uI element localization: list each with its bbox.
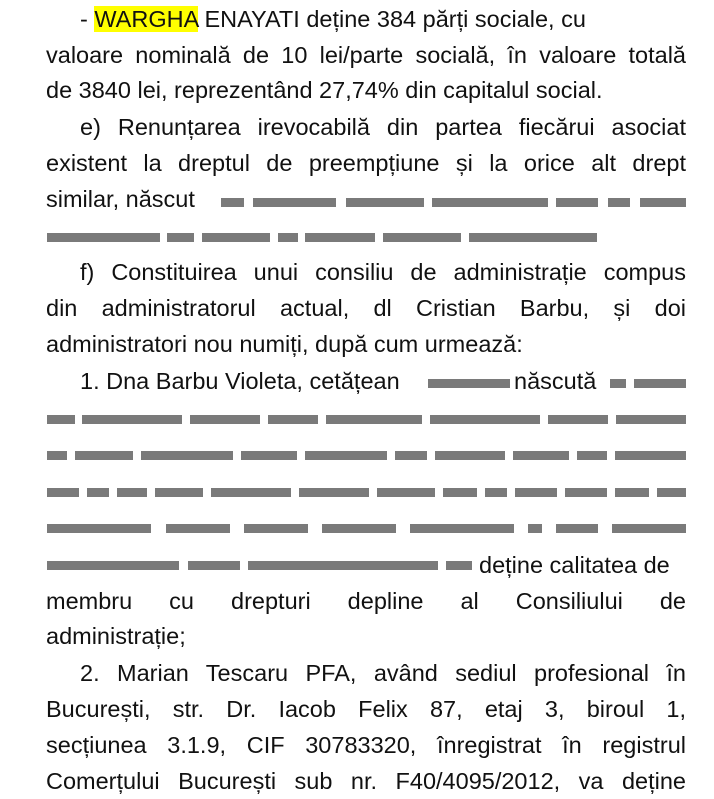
redaction-bar — [47, 561, 179, 570]
item-1-line-1 — [80, 364, 686, 398]
item-1-line-2: membru cu drepturi depline al Consiliului de — [46, 588, 686, 614]
item-1-text: 1. Dna Barbu Violeta, cetățean — [80, 368, 400, 394]
redaction-bar — [616, 415, 686, 424]
redaction-bar — [202, 233, 270, 242]
redaction-bar — [47, 488, 79, 497]
redaction-bar — [485, 488, 507, 497]
redaction-bar — [446, 561, 472, 570]
redaction-bar — [443, 488, 477, 497]
redaction-bar — [75, 451, 133, 460]
redaction-bar — [155, 488, 203, 497]
redaction-bar — [515, 488, 557, 497]
redaction-bar — [608, 198, 630, 207]
redaction-bar — [565, 488, 607, 497]
redaction-bar — [556, 524, 598, 533]
redaction-bar — [278, 233, 298, 242]
item-1-born-label: născută — [514, 368, 597, 394]
paragraph-f-line-1: f) Constituirea unui consiliu de administrație compus — [80, 259, 686, 285]
redaction-bar — [615, 488, 649, 497]
redaction-bar — [430, 415, 540, 424]
redaction-bar — [221, 198, 244, 207]
shareholder-text: ENAYATI deține 384 părți sociale, cu — [197, 6, 586, 32]
redaction-bar — [528, 524, 542, 533]
redaction-bar — [395, 451, 427, 460]
redaction-bar — [377, 488, 435, 497]
redaction-bar — [346, 198, 424, 207]
redaction-bar — [556, 198, 598, 207]
item-2-line-4: Comerțului București sub nr. F40/4095/2012, va deține — [46, 768, 686, 794]
item-2-line-3: secțiunea 3.1.9, CIF 30783320, înregistrat în registrul — [46, 732, 686, 758]
shareholder-line-3: de 3840 lei, reprezentând 27,74% din capitalul social. — [46, 77, 603, 103]
redaction-bar — [657, 488, 686, 497]
redaction-bar — [188, 561, 240, 570]
redaction-bar — [167, 233, 194, 242]
paragraph-e-line-2: existent la dreptul de preempțiune și la orice alt drept — [46, 150, 686, 176]
redaction-bar — [299, 488, 369, 497]
redaction-bar — [548, 415, 608, 424]
redaction-bar — [117, 488, 147, 497]
paragraph-e-line-3: similar, născut — [46, 186, 195, 212]
redaction-bar — [166, 524, 230, 533]
redaction-bar — [610, 379, 626, 388]
redaction-bar — [640, 198, 686, 207]
redaction-bar — [305, 233, 375, 242]
redaction-bar — [190, 415, 260, 424]
item-2-line-1: 2. Marian Tescaru PFA, având sediul profesional în — [80, 660, 686, 686]
redaction-bar — [82, 415, 182, 424]
redaction-bar — [577, 451, 607, 460]
redaction-bar — [634, 379, 686, 388]
redaction-bar — [615, 451, 686, 460]
shareholder-line-1 — [80, 2, 686, 36]
paragraph-f-line-3: administratori nou numiți, după cum urmează: — [46, 331, 523, 357]
redaction-bar — [435, 451, 505, 460]
redaction-bar — [141, 451, 233, 460]
redaction-bar — [47, 233, 160, 242]
redaction-bar — [469, 233, 597, 242]
redaction-bar — [87, 488, 109, 497]
redaction-bar — [248, 561, 438, 570]
item-1-line-3: administrație; — [46, 623, 186, 649]
redaction-bar — [410, 524, 514, 533]
redaction-bar — [432, 198, 548, 207]
item-1-role-text: deține calitatea de — [479, 552, 670, 578]
redaction-bar — [47, 524, 151, 533]
redaction-bar — [322, 524, 396, 533]
list-dash: - — [80, 6, 95, 32]
redaction-bar — [513, 451, 569, 460]
redaction-bar — [383, 233, 461, 242]
redaction-bar — [244, 524, 308, 533]
redaction-bar — [47, 415, 75, 424]
redaction-bar — [326, 415, 422, 424]
redaction-bar — [47, 451, 67, 460]
item-2-line-2: București, str. Dr. Iacob Felix 87, etaj 3, biroul 1, — [46, 696, 686, 722]
highlighted-name: WARGHA — [94, 6, 198, 32]
redaction-bar — [268, 415, 318, 424]
paragraph-f-line-2: din administratorul actual, dl Cristian Barbu, și doi — [46, 295, 686, 321]
redaction-bar — [305, 451, 387, 460]
shareholder-line-2: valoare nominală de 10 lei/parte socială, în valoare totală — [46, 42, 686, 68]
redaction-bar — [241, 451, 297, 460]
paragraph-e-line-1: e) Renunțarea irevocabilă din partea fiecărui asociat — [80, 114, 686, 140]
redaction-bar — [612, 524, 686, 533]
redaction-bar — [253, 198, 336, 207]
redaction-bar — [428, 379, 510, 388]
redaction-bar — [211, 488, 291, 497]
